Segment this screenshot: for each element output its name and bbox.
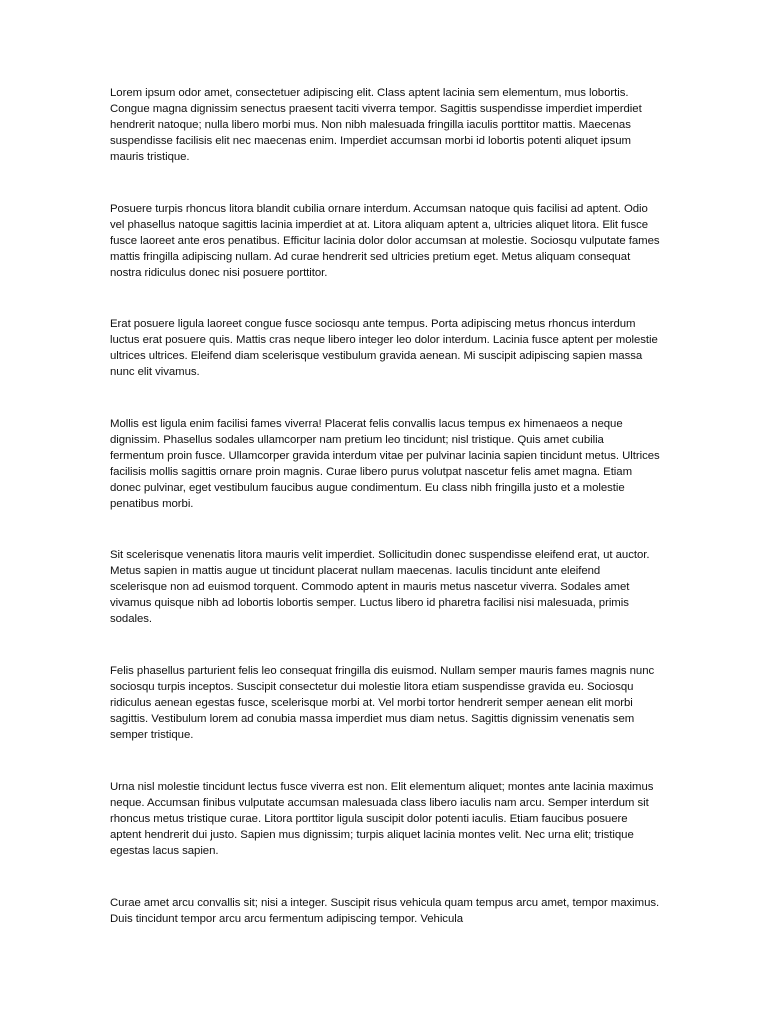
- paragraph-1: Lorem ipsum odor amet, consectetuer adipiscing elit. Class aptent lacinia sem elementum, mus lobortis. Congue magna dignissim senectus praesent taciti viverra tempor. Sagittis suspendisse imperdiet imperdiet hendrerit natoque; nulla libero morbi mus. Non nibh malesuada fringilla iaculis porttitor mattis. Maecenas suspendisse facilisis elit nec maecenas enim. Imperdiet accumsan morbi id lobortis potenti aliquet ipsum mauris tristique.: [110, 87, 642, 163]
- paragraph-3: Erat posuere ligula laoreet congue fusce sociosqu ante tempus. Porta adipiscing metus rhoncus interdum luctus erat posuere quis. Mattis cras neque libero integer leo dolor interdum. Lacinia fusce aptent per molestie ultrices ultrices. Eleifend diam scelerisque vestibulum gravida aenean. Mi suscipit adipiscing sapien massa nunc elit vivamus.: [110, 318, 658, 378]
- paragraph-5: Sit scelerisque venenatis litora mauris velit imperdiet. Sollicitudin donec suspendisse eleifend erat, ut auctor. Metus sapien in mattis augue ut tincidunt placerat nullam maecenas. Iaculis tincidunt ante eleifend scelerisque non ad euismod torquent. Commodo aptent in mauris metus nascetur viverra. Sodales amet vivamus quisque nibh ad lobortis lobortis semper. Luctus libero id pharetra facilisi nisi malesuada, primis sodales.: [110, 549, 650, 625]
- paragraph-8: Curae amet arcu convallis sit; nisi a integer. Suscipit risus vehicula quam tempus arcu amet, tempor maximus. Duis tincidunt tempor arcu arcu fermentum adipiscing tempor. Vehicula: [110, 897, 660, 925]
- paragraph-2: Posuere turpis rhoncus litora blandit cubilia ornare interdum. Accumsan natoque quis facilisi ad aptent. Odio vel phasellus natoque sagittis lacinia imperdiet at at. Litora aliquam aptent a, ultricies aliquet litora. Elit fusce fusce laoreet ante eros penatibus. Efficitur lacinia dolor dolor accumsan at molestie. Sociosqu vulputate fames mattis fringilla adipiscing nullam. Ad curae hendrerit sed ultricies pretium eget. Metus aliquam consequat nostra ridiculus donec nisi posuere porttitor.: [110, 203, 660, 279]
- paragraph-7: Urna nisl molestie tincidunt lectus fusce viverra est non. Elit elementum aliquet; montes ante lacinia maximus neque. Accumsan finibus vulputate accumsan malesuada class libero iaculis nam arcu. Semper interdum sit rhoncus metus tristique curae. Litora porttitor ligula suscipit dolor potenti iaculis. Etiam faucibus posuere aptent hendrerit dui justo. Sapien mus dignissim; turpis aliquet lacinia montes velit. Nec urna elit; tristique egestas lacus sapien.: [110, 781, 654, 857]
- paragraph-6: Felis phasellus parturient felis leo consequat fringilla dis euismod. Nullam semper mauris fames magnis nunc sociosqu turpis inceptos. Suscipit consectetur dui molestie litora etiam suspendisse gravida eu. Sociosqu ridiculus aenean egestas fusce, scelerisque morbi at. Vel morbi tortor hendrerit semper aenean elit morbi sagittis. Vestibulum lorem ad conubia massa imperdiet mus diam netus. Sagittis dignissim venenatis sem semper tristique.: [110, 665, 655, 741]
- paragraph-4: Mollis est ligula enim facilisi fames viverra! Placerat felis convallis lacus tempus ex himenaeos a neque dignissim. Phasellus sodales ullamcorper nam pretium leo tincidunt; nisl tristique. Quis amet cubilia fermentum proin fusce. Ullamcorper gravida interdum vitae per pulvinar lacinia sapien tincidunt metus. Ultrices facilisis mollis sagittis ornare proin magnis. Curae libero purus volutpat nascetur felis amet magna. Etiam donec pulvinar, eget vestibulum faucibus augue condimentum. Eu class nibh fringilla justo et a molestie penatibus morbi.: [110, 418, 660, 510]
